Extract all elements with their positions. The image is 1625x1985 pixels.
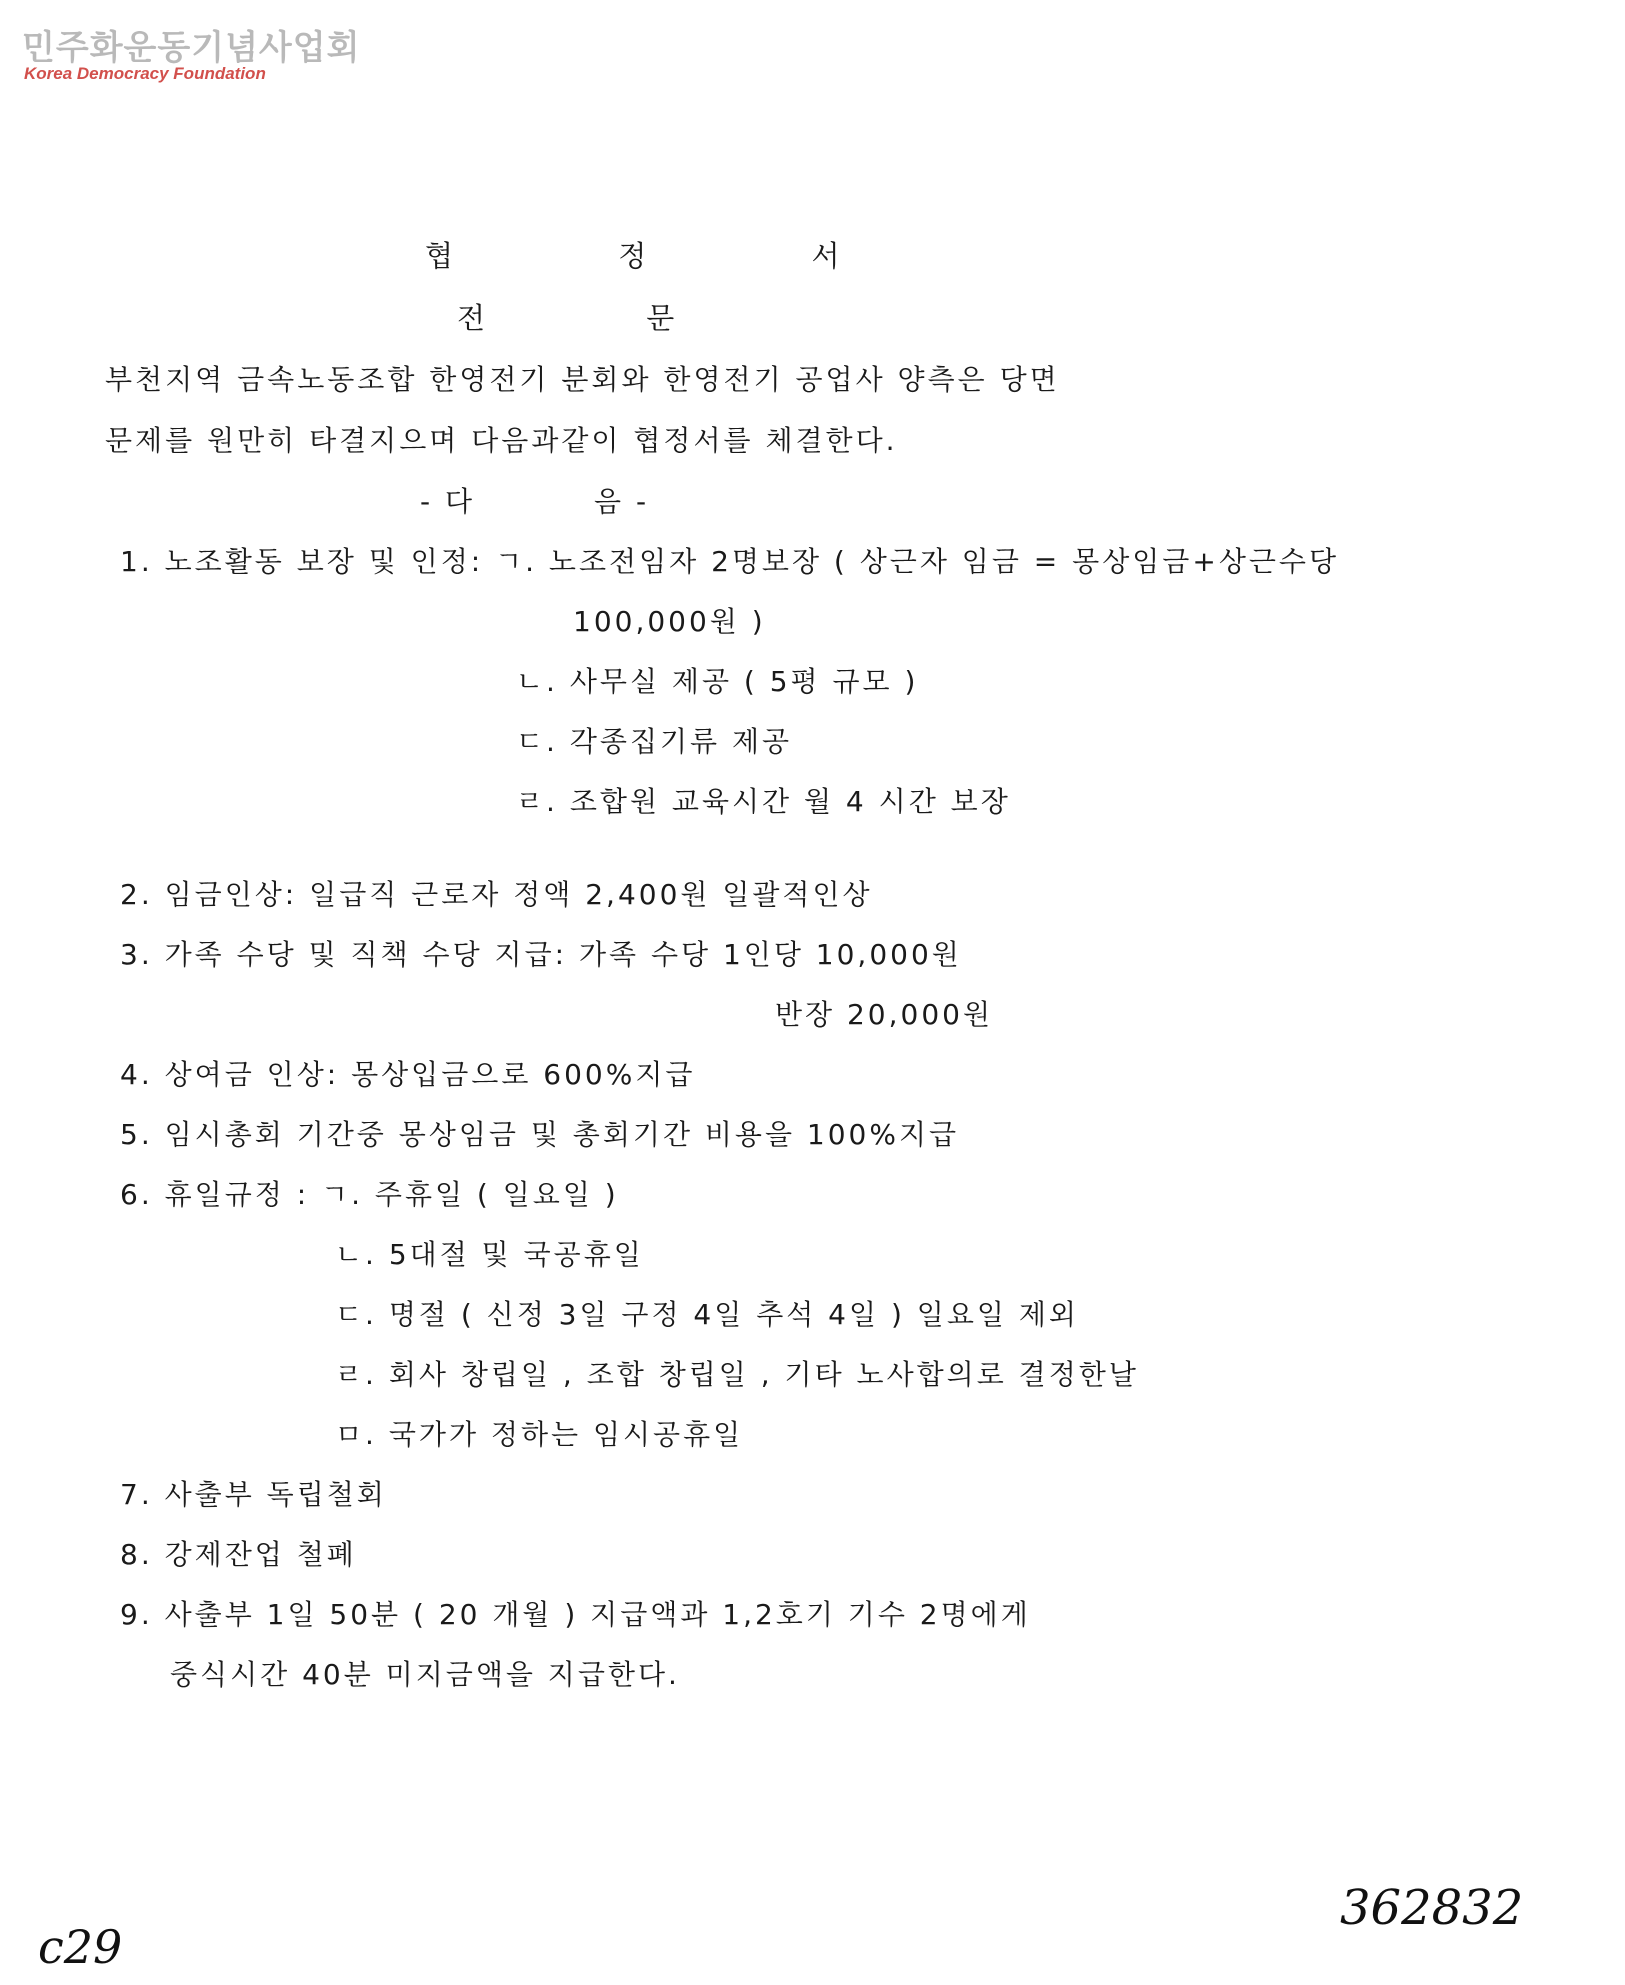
watermark-english: Korea Democracy Foundation bbox=[24, 64, 266, 83]
item-3-cont: 반장 20,000원 bbox=[775, 998, 994, 1031]
item-1-main: 1. 노조활동 보장 및 인정: ㄱ. 노조전임자 2명보장 ( 상근자 임금 = 몽상임금+상근수당 bbox=[120, 545, 1340, 578]
item-6-d: ㄹ. 회사 창립일 , 조합 창립일 , 기타 노사합의로 결정한날 bbox=[335, 1358, 1139, 1391]
item-6-b: ㄴ. 5대절 및 국공휴일 bbox=[335, 1238, 644, 1271]
item-6-main: 6. 휴일규정 : ㄱ. 주휴일 ( 일요일 ) bbox=[120, 1178, 619, 1211]
item-7: 7. 사출부 독립철회 bbox=[120, 1478, 387, 1511]
item-2: 2. 임금인상: 일급직 근로자 정액 2,400원 일괄적인상 bbox=[120, 878, 873, 911]
item-6-c: ㄷ. 명절 ( 신정 3일 구정 4일 추석 4일 ) 일요일 제외 bbox=[335, 1298, 1079, 1331]
document-title: 협 정 서 bbox=[425, 239, 918, 273]
item-6-e: ㅁ. 국가가 정하는 임시공휴일 bbox=[335, 1418, 744, 1451]
item-4: 4. 상여금 인상: 몽상입금으로 600%지급 bbox=[120, 1058, 696, 1091]
item-3-main: 3. 가족 수당 및 직책 수당 지급: 가족 수당 1인당 10,000원 bbox=[120, 938, 962, 971]
item-5: 5. 임시총회 기간중 몽상임금 및 총회기간 비용을 100%지급 bbox=[120, 1118, 960, 1151]
item-9-cont: 중식시간 40분 미지금액을 지급한다. bbox=[170, 1658, 680, 1691]
watermark-korean: 민주화운동기념사업회 bbox=[22, 28, 361, 68]
item-1-d: ㄹ. 조합원 교육시간 월 4 시간 보장 bbox=[516, 785, 1011, 818]
item-9-main: 9. 사출부 1일 50분 ( 20 개월 ) 지급액과 1,2호기 기수 2명에게 bbox=[120, 1598, 1031, 1631]
next-heading: - 다 음 - bbox=[420, 485, 650, 518]
item-1-c: ㄷ. 각종집기류 제공 bbox=[516, 725, 793, 758]
item-1-cont: 100,000원 ) bbox=[573, 605, 766, 638]
item-8: 8. 강제잔업 철폐 bbox=[120, 1538, 357, 1571]
preamble-line-1: 부천지역 금속노동조합 한영전기 분회와 한영전기 공업사 양측은 당면 bbox=[105, 363, 1060, 396]
handwritten-document-number: 362832 bbox=[1340, 1880, 1524, 1936]
document-subtitle: 전 문 bbox=[457, 301, 751, 335]
handwritten-page-code: c29 bbox=[38, 1920, 123, 1974]
item-1-b: ㄴ. 사무실 제공 ( 5평 규모 ) bbox=[516, 665, 919, 698]
preamble-line-2: 문제를 원만히 타결지으며 다음과같이 협정서를 체결한다. bbox=[105, 424, 898, 457]
